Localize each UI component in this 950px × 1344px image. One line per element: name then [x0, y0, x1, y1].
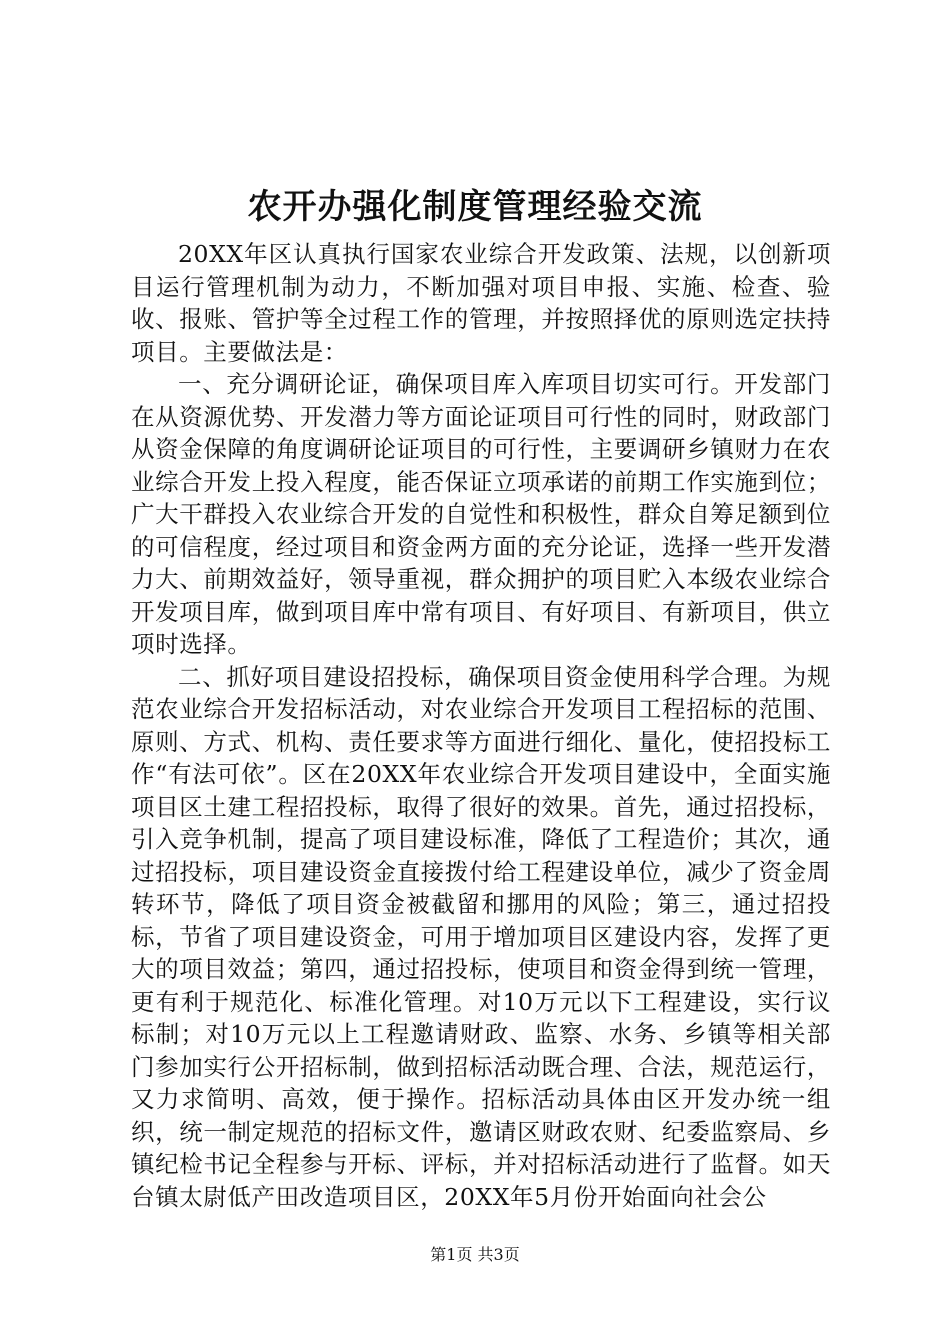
section-one-paragraph: 一、充分调研论证，确保项目库入库项目切实可行。开发部门在从资源优势、开发潜力等方面论证项目可行性的同时，财政部门从资金保障的角度调研论证项目的可行性，主要调研乡镇财力在农业综合开发上投入程度，能否保证立项承诺的前期工作实施到位；广大干群投入农业综合开发的自觉性和积极性，群众自筹足额到位的可信程度，经过项目和资金两方面的充分论证，选择一些开发潜力大、前期效益好，领导重视，群众拥护的项目贮入本级农业综合开发项目库，做到项目库中常有项目、有好项目、有新项目，供立项时选择。	[131, 370, 831, 658]
document-body	[131, 238, 831, 1213]
intro-paragraph: 20XX年区认真执行国家农业综合开发政策、法规，以创新项目运行管理机制为动力，不断加强对项目申报、实施、检查、验收、报账、管护等全过程工作的管理，并按照择优的原则选定扶持项目。主要做法是：	[131, 240, 831, 366]
document-title: 农开办强化制度管理经验交流	[247, 187, 703, 227]
section-two-paragraph: 二、抓好项目建设招投标，确保项目资金使用科学合理。为规范农业综合开发招标活动，对农业综合开发项目工程招标的范围、原则、方式、机构、责任要求等方面进行细化、量化，使招投标工作“有法可依”。区在20XX年农业综合开发项目建设中，全面实施项目区土建工程招投标，取得了很好的效果。首先，通过招投标，引入竞争机制，提高了项目建设标准，降低了工程造价；其次，通过招投标，项目建设资金直接拨付给工程建设单位，减少了资金周转环节，降低了项目资金被截留和挪用的风险；第三，通过招投标，节省了项目建设资金，可用于增加项目区建设内容，发挥了更大的项目效益；第四，通过招投标，使项目和资金得到统一管理，更有利于规范化、标准化管理。对10万元以下工程建设，实行议标制；对10万元以上工程邀请财政、监察、水务、乡镇等相关部门参加实行公开招标制，做到招标活动既合理、合法，规范运行，又力求简明、高效，便于操作。招标活动具体由区开发办统一组织，统一制定规范的招标文件，邀请区财政农财、纪委监察局、乡镇纪检书记全程参与开标、评标，并对招标活动进行了监督。如天台镇太尉低产田改造项目区，20XX年5月份开始面向社会公	[131, 662, 831, 1211]
page-number-footer: 第1页 共3页	[430, 1245, 520, 1264]
